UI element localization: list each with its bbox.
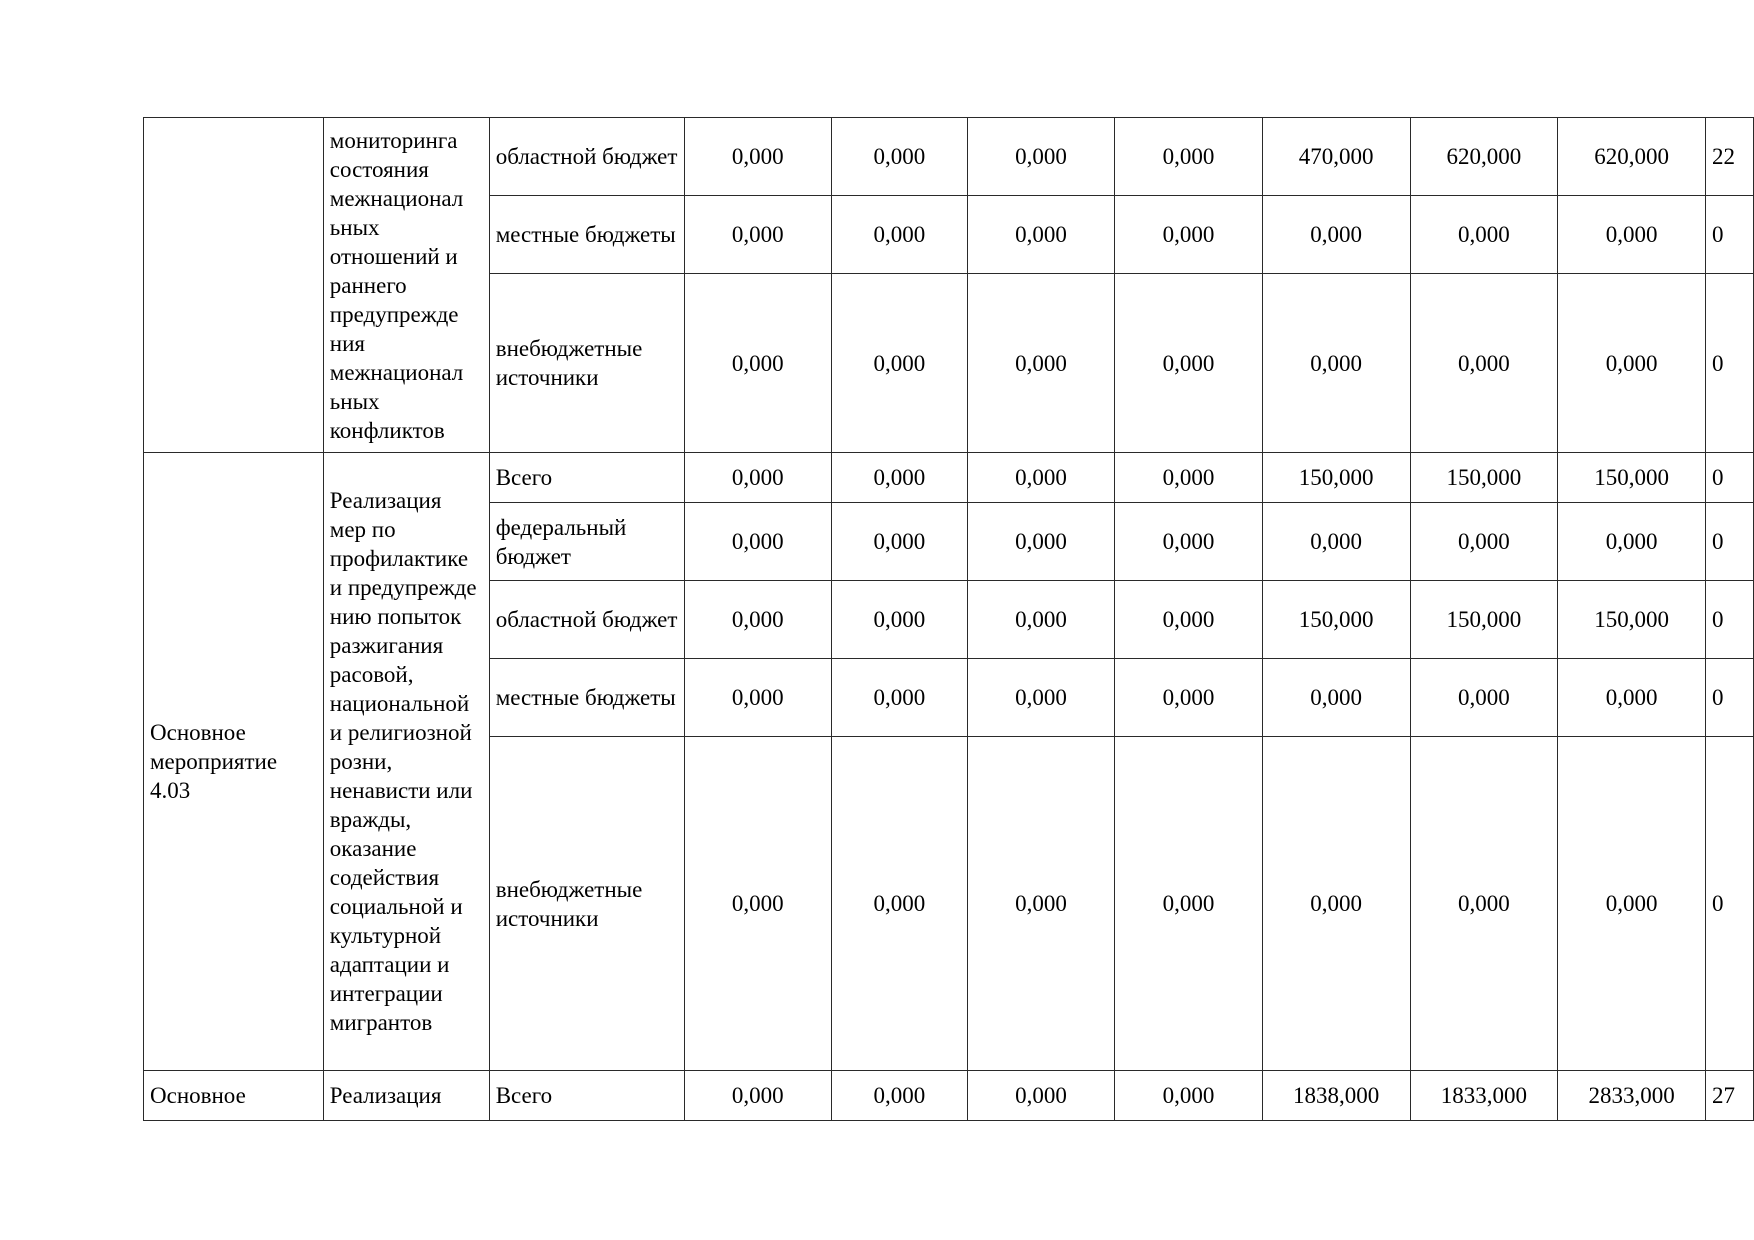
value-cell: 0,000 — [1115, 581, 1263, 659]
activity-cell: Основное — [144, 1071, 324, 1121]
value-cell: 0,000 — [832, 1071, 968, 1121]
table-row — [144, 1071, 1754, 1121]
value-cell: 0,000 — [967, 581, 1115, 659]
activity-cell: Основное мероприятие 4.03 — [144, 453, 324, 1071]
value-cell: 0,000 — [967, 274, 1115, 453]
description-cell: Реализация — [323, 1071, 489, 1121]
source-cell: местные бюджеты — [489, 196, 684, 274]
value-cell-truncated: 22 — [1705, 118, 1753, 196]
value-cell: 0,000 — [1115, 453, 1263, 503]
value-cell: 150,000 — [1262, 581, 1410, 659]
source-cell: внебюджетные источники — [489, 737, 684, 1071]
value-cell: 0,000 — [1410, 196, 1558, 274]
value-cell: 0,000 — [967, 1071, 1115, 1121]
value-cell: 0,000 — [967, 503, 1115, 581]
value-cell-truncated: 27 — [1705, 1071, 1753, 1121]
value-cell: 0,000 — [967, 659, 1115, 737]
value-cell: 0,000 — [684, 1071, 832, 1121]
value-cell: 0,000 — [832, 737, 968, 1071]
description-cell: мониторинга состояния межнационал ьных отношений и раннего предупрежде ния межнационал ьных конфликтов — [323, 118, 489, 453]
source-cell: Всего — [489, 1071, 684, 1121]
value-cell: 0,000 — [1115, 503, 1263, 581]
value-cell-truncated: 0 — [1705, 274, 1753, 453]
source-cell: внебюджетные источники — [489, 274, 684, 453]
value-cell: 0,000 — [832, 274, 968, 453]
value-cell: 1833,000 — [1410, 1071, 1558, 1121]
value-cell: 0,000 — [832, 196, 968, 274]
table-row — [144, 453, 1754, 503]
value-cell: 0,000 — [684, 118, 832, 196]
value-cell: 0,000 — [1262, 503, 1410, 581]
value-cell: 0,000 — [684, 737, 832, 1071]
value-cell: 0,000 — [1410, 737, 1558, 1071]
value-cell: 0,000 — [1410, 274, 1558, 453]
value-cell: 150,000 — [1558, 453, 1706, 503]
value-cell: 0,000 — [1410, 659, 1558, 737]
value-cell: 0,000 — [967, 453, 1115, 503]
value-cell: 0,000 — [832, 503, 968, 581]
value-cell: 0,000 — [1262, 737, 1410, 1071]
description-cell: Реализация мер по профилактике и предупрежде нию попыток разжигания расовой, национальной и религиозной розни, ненависти или вражды, оказание содействия социальной и культурной адаптации и интеграции мигрантов — [323, 453, 489, 1071]
activity-cell — [144, 118, 324, 453]
value-cell: 0,000 — [1115, 1071, 1263, 1121]
value-cell: 0,000 — [1558, 737, 1706, 1071]
value-cell: 0,000 — [1558, 196, 1706, 274]
value-cell: 150,000 — [1410, 453, 1558, 503]
value-cell: 0,000 — [832, 581, 968, 659]
value-cell: 0,000 — [832, 118, 968, 196]
value-cell: 0,000 — [684, 274, 832, 453]
value-cell: 470,000 — [1262, 118, 1410, 196]
value-cell: 0,000 — [684, 659, 832, 737]
value-cell: 0,000 — [684, 196, 832, 274]
value-cell: 620,000 — [1558, 118, 1706, 196]
source-cell: областной бюджет — [489, 118, 684, 196]
value-cell: 0,000 — [1262, 274, 1410, 453]
source-cell: Всего — [489, 453, 684, 503]
source-cell: федеральный бюджет — [489, 503, 684, 581]
value-cell: 0,000 — [832, 659, 968, 737]
value-cell: 0,000 — [1115, 196, 1263, 274]
value-cell: 1838,000 — [1262, 1071, 1410, 1121]
value-cell: 0,000 — [832, 453, 968, 503]
value-cell: 0,000 — [1115, 737, 1263, 1071]
value-cell: 0,000 — [684, 503, 832, 581]
value-cell: 0,000 — [967, 118, 1115, 196]
value-cell: 0,000 — [1558, 659, 1706, 737]
value-cell-truncated: 0 — [1705, 453, 1753, 503]
value-cell: 0,000 — [967, 196, 1115, 274]
value-cell-truncated: 0 — [1705, 737, 1753, 1071]
value-cell: 0,000 — [684, 453, 832, 503]
value-cell-truncated: 0 — [1705, 581, 1753, 659]
value-cell: 0,000 — [967, 737, 1115, 1071]
source-cell: местные бюджеты — [489, 659, 684, 737]
source-cell: областной бюджет — [489, 581, 684, 659]
value-cell: 0,000 — [1410, 503, 1558, 581]
value-cell-truncated: 0 — [1705, 196, 1753, 274]
value-cell: 0,000 — [1558, 503, 1706, 581]
table-row — [144, 118, 1754, 196]
value-cell: 2833,000 — [1558, 1071, 1706, 1121]
value-cell: 0,000 — [684, 581, 832, 659]
budget-table — [143, 117, 1754, 1121]
value-cell: 150,000 — [1558, 581, 1706, 659]
value-cell: 0,000 — [1115, 118, 1263, 196]
value-cell: 0,000 — [1558, 274, 1706, 453]
value-cell: 0,000 — [1115, 659, 1263, 737]
value-cell: 0,000 — [1262, 196, 1410, 274]
value-cell-truncated: 0 — [1705, 503, 1753, 581]
value-cell: 150,000 — [1262, 453, 1410, 503]
value-cell: 150,000 — [1410, 581, 1558, 659]
value-cell-truncated: 0 — [1705, 659, 1753, 737]
value-cell: 0,000 — [1262, 659, 1410, 737]
value-cell: 0,000 — [1115, 274, 1263, 453]
value-cell: 620,000 — [1410, 118, 1558, 196]
